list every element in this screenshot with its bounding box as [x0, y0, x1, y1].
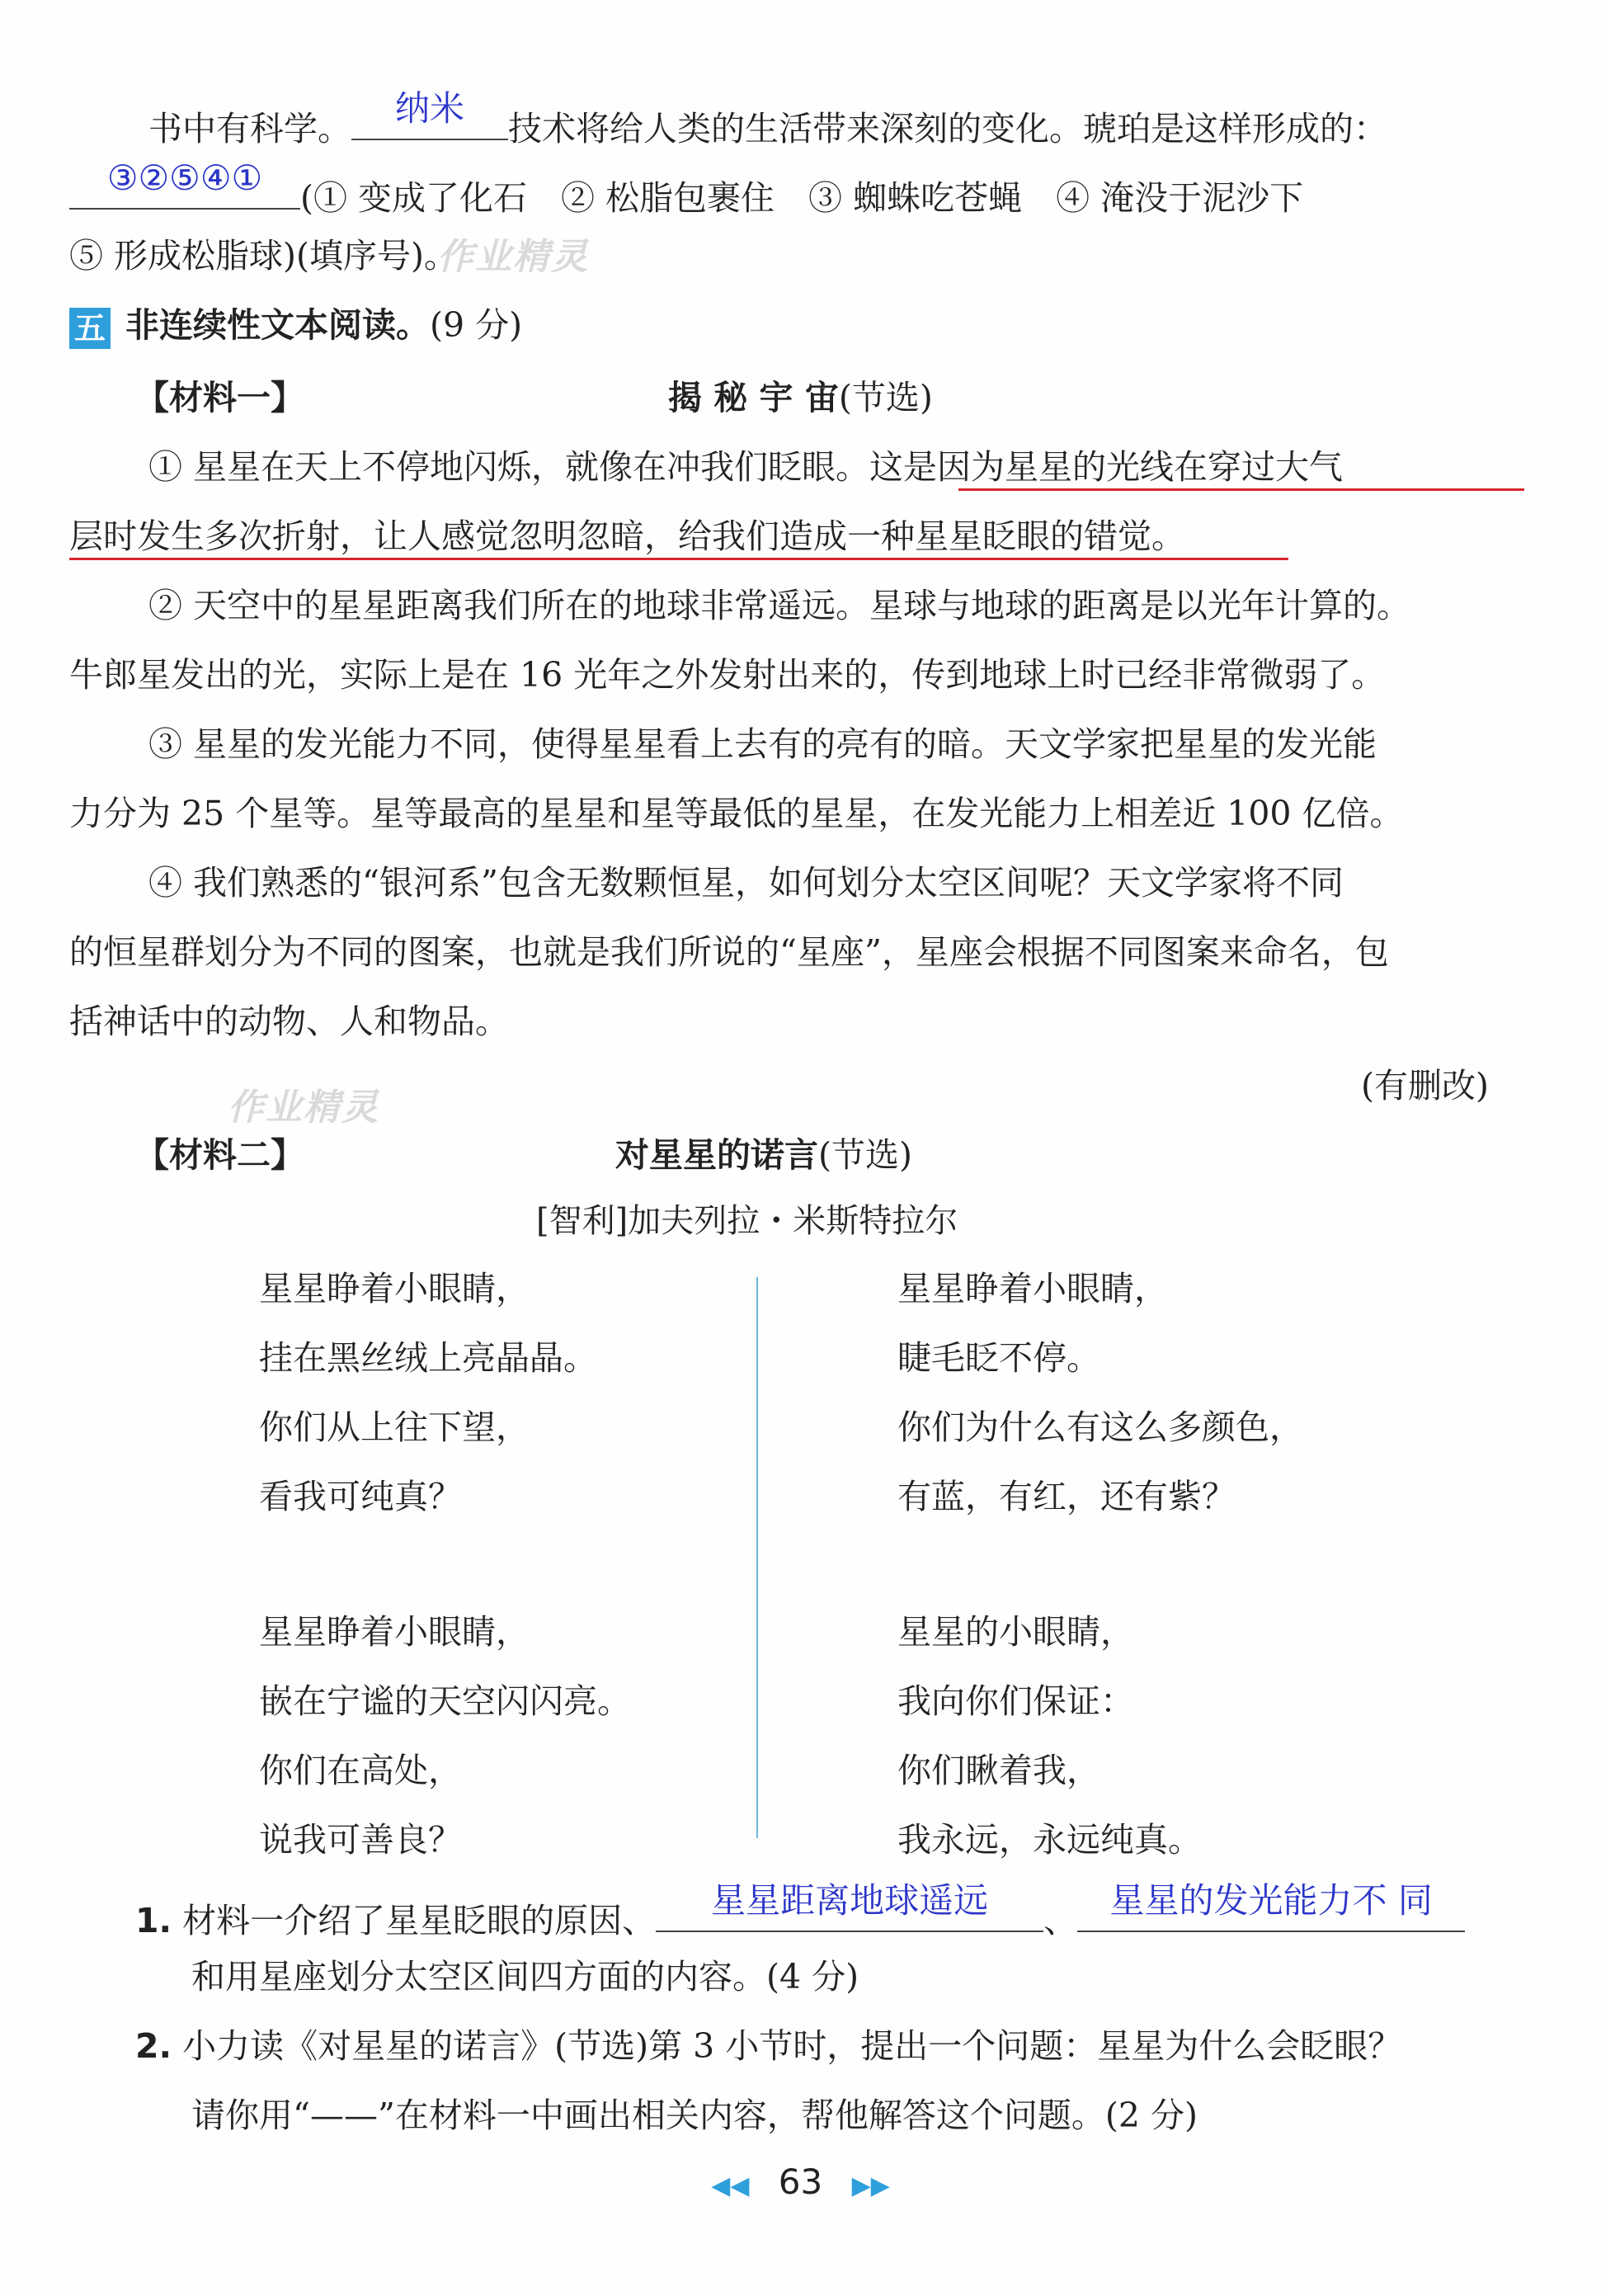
m1-p1-underlined-a: 这是因为星星的光线在穿过大气 — [869, 447, 1344, 487]
poem-left-s1-l2: 挂在黑丝绒上亮晶晶。 — [259, 1338, 597, 1378]
material1-label: 【材料一】 — [135, 378, 304, 417]
top-line-1 — [148, 88, 1387, 153]
answer-blank-1[interactable] — [351, 88, 508, 140]
question-1-text-a: 材料一介绍了星星眨眼的原因、 — [182, 1901, 657, 1940]
material1-title-text: 揭 秘 宇 宙 — [668, 378, 839, 417]
question-1-answer-2: 星星的发光能力不 同 — [1109, 1880, 1433, 1921]
poem-left-s1-l4: 看我可纯真？ — [259, 1477, 462, 1516]
page-number: 63 — [778, 2162, 823, 2202]
top-line-3: ⑤ 形成松脂球)(填序号)。 — [69, 236, 459, 276]
next-page-icon[interactable]: ▶▶ — [851, 2171, 890, 2200]
material2-title-text: 对星星的诺言 — [615, 1135, 818, 1175]
poem-right-s2-l4: 我永远，永远纯真。 — [897, 1820, 1202, 1860]
question-1-number: 1. — [135, 1901, 172, 1940]
page-footer — [0, 2162, 1601, 2202]
poem-left-s1-l1: 星星睁着小眼睛， — [259, 1269, 530, 1308]
line1-prefix: 书中有科学。 — [148, 109, 351, 149]
poem-left-s2-l4: 说我可善良？ — [259, 1820, 462, 1860]
material2-title — [615, 1130, 912, 1180]
m1-p4-line3: 括神话中的动物、人和物品。 — [69, 1002, 509, 1041]
material2-title-note: (节选) — [818, 1135, 912, 1175]
question-2-number: 2. — [135, 2026, 172, 2066]
poem-left-s2-l2: 嵌在宁谧的天空闪闪亮。 — [259, 1681, 631, 1721]
m1-p3-line2: 力分为 25 个星等。星等最高的星星和星等最低的星星，在发光能力上相差近 100 亿倍。 — [69, 794, 1404, 833]
material1-title — [668, 373, 933, 422]
poem-right-s2-l2: 我向你们保证： — [897, 1681, 1134, 1721]
watermark-logo-2: 作业精灵 — [228, 1087, 379, 1129]
m1-p3-line1: ③ 星星的发光能力不同，使得星星看上去有的亮有的暗。天文学家把星星的发光能 — [148, 724, 1377, 764]
question-2-text-a: 小力读《对星星的诺言》(节选)第 3 小节时，提出一个问题：星星为什么会眨眼？ — [182, 2026, 1402, 2066]
section-header — [69, 300, 522, 350]
material1-title-note: (节选) — [838, 378, 933, 417]
poem-author: [智利]加夫列拉・米斯特拉尔 — [536, 1202, 958, 1240]
m1-p4-line1: ④ 我们熟悉的“银河系”包含无数颗恒星，如何划分太空区间呢？天文学家将不同 — [148, 863, 1344, 903]
poem-right-s1-l1: 星星睁着小眼睛， — [897, 1269, 1168, 1308]
m1-p4-line2: 的恒星群划分为不同的图案，也就是我们所说的“星座”，星座会根据不同图案来命名，包 — [69, 932, 1389, 972]
question-1-line2: 和用星座划分太空区间四方面的内容。(4 分) — [191, 1957, 859, 1997]
m1-p2-line1: ② 天空中的星星距离我们所在的地球非常遥远。星球与地球的距离是以光年计算的。 — [148, 586, 1411, 625]
red-underline-2 — [69, 558, 1288, 560]
handwritten-answer-1: 纳米 — [394, 88, 464, 129]
poem-right-s1-l2: 睫毛眨不停。 — [897, 1338, 1100, 1378]
poem-right-s1-l3: 你们为什么有这么多颜色， — [897, 1407, 1303, 1447]
question-1-blank-1[interactable] — [656, 1880, 1043, 1932]
section-title: 非连续性文本阅读。 — [125, 305, 430, 345]
question-1-line1 — [135, 1880, 1465, 1945]
line2-suffix: (① 变成了化石 ② 松脂包裹住 ③ 蜘蛛吃苍蝇 ④ 淹没于泥沙下 — [300, 178, 1304, 218]
handwritten-answer-2: ③②⑤④① — [106, 158, 263, 198]
section-score: (9 分) — [430, 305, 523, 345]
poem-right-s2-l3: 你们瞅着我， — [897, 1751, 1100, 1790]
m1-p1-line1 — [148, 442, 1343, 492]
question-2-line2: 请你用“——”在材料一中画出相关内容，帮他解答这个问题。(2 分) — [191, 2096, 1198, 2135]
watermark-logo-1: 作业精灵 — [437, 236, 589, 278]
poem-divider — [756, 1277, 758, 1838]
m1-p2-line2: 牛郎星发出的光，实际上是在 16 光年之外发射出来的，传到地球上时已经非常微弱了。 — [69, 655, 1386, 695]
question-1-separator: 、 — [1043, 1901, 1078, 1940]
m1-p1-a: ① 星星在天上不停地闪烁，就像在冲我们眨眼。 — [148, 447, 870, 487]
m1-p1-underlined-b: 层时发生多次折射，让人感觉忽明忽暗，给我们造成一种星星眨眼的错觉。 — [69, 516, 1185, 556]
line1-suffix: 技术将给人类的生活带来深刻的变化。琥珀是这样形成的： — [508, 109, 1387, 149]
question-1-answer-1: 星星距离地球遥远 — [711, 1880, 989, 1921]
section-badge: 五 — [69, 308, 111, 349]
m1-note: (有删改) — [1361, 1066, 1489, 1106]
top-line-2 — [69, 158, 1304, 223]
material2-label: 【材料二】 — [135, 1135, 304, 1175]
poem-right-s1-l4: 有蓝，有红，还有紫？ — [897, 1477, 1236, 1516]
red-underline-1 — [958, 488, 1524, 491]
poem-left-s2-l3: 你们在高处， — [259, 1751, 462, 1790]
poem-left-s1-l3: 你们从上往下望， — [259, 1407, 530, 1447]
answer-blank-2[interactable] — [69, 158, 300, 210]
poem-left-s2-l1: 星星睁着小眼睛， — [259, 1612, 530, 1652]
prev-page-icon[interactable]: ◀◀ — [711, 2171, 750, 2200]
question-2-line1 — [135, 2021, 1401, 2071]
question-1-blank-2[interactable] — [1077, 1880, 1465, 1932]
poem-right-s2-l1: 星星的小眼睛， — [897, 1612, 1134, 1652]
